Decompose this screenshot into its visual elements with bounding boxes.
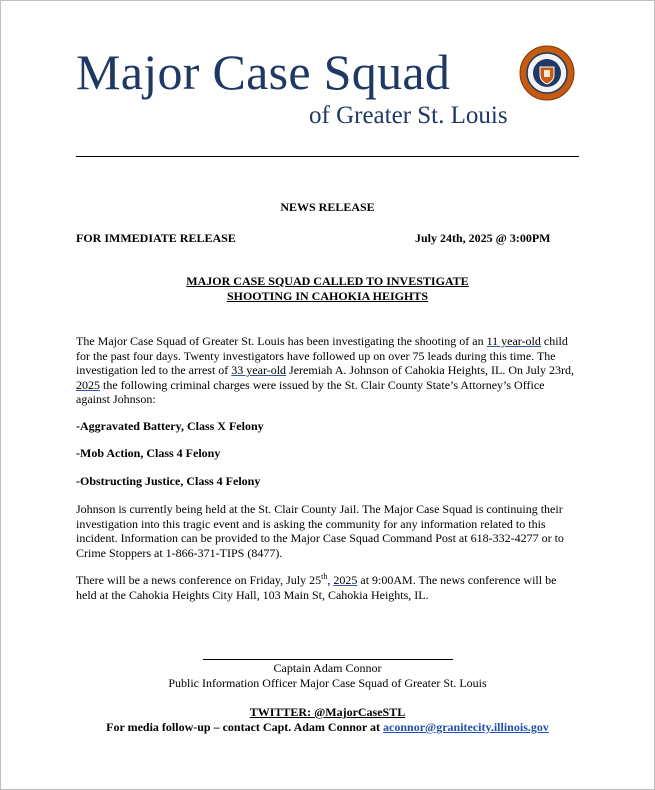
signature-line [203, 659, 453, 660]
charge-1: -Aggravated Battery, Class X Felony [76, 419, 264, 433]
para1-text-g: the following criminal charges were issued by the St. Clair County State’s Attorney’s Office against Johnson: [76, 377, 545, 406]
para1-age-victim: 11 year-old [486, 334, 541, 348]
charge-3: -Obstructing Justice, Class 4 Felony [76, 474, 261, 488]
para1-text-c: child for the past four days. Twenty investigators have followed up on over 75 leads during this time. The investigation led to the arrest of [76, 334, 568, 377]
para1-text-e: Jeremiah A. Johnson of Cahokia Heights, IL. On July 23rd, [286, 363, 575, 377]
release-date: July 24th, 2025 @ 3:00PM [415, 231, 551, 245]
immediate-release-label: FOR IMMEDIATE RELEASE [76, 231, 236, 245]
para3-text-a: There will be a news conference on Friday, July 25 [76, 573, 322, 587]
para1-year: 2025 [76, 377, 100, 392]
media-contact-text: For media follow-up – contact Capt. Adam Connor at [106, 720, 384, 734]
news-release-label: NEWS RELEASE [280, 200, 375, 214]
headline-line-1: MAJOR CASE SQUAD CALLED TO INVESTIGATE [186, 274, 469, 288]
twitter-handle: TWITTER: @MajorCaseSTL [249, 705, 406, 719]
para3-superscript: th [321, 572, 328, 581]
paragraph-3 [76, 573, 579, 602]
paragraph-1 [76, 334, 579, 407]
email-link[interactable]: aconnor@granitecity.illinois.gov [383, 720, 549, 734]
org-subtitle: of Greater St. Louis [309, 102, 508, 129]
para3-text-d: at 9:00AM. The news conference will be held at the Cahokia Heights City Hall, 103 Main St, Cahokia Heights, IL. [76, 573, 557, 602]
org-title: Major Case Squad [76, 44, 451, 100]
police-seal-icon [519, 45, 575, 101]
headline [76, 274, 579, 303]
para3-year: 2025 [333, 573, 358, 587]
header-divider [76, 156, 579, 157]
signature-name: Captain Adam Connor [273, 661, 382, 675]
paragraph-2: Johnson is currently being held at the St. Clair County Jail. The Major Case Squad is continuing their investigation into this tragic event and is asking the community for any information related to this incident. Information can be provided to the Major Case Squad Command Post at 618-332-4277 or to Crime Stoppers at 1-866-371-TIPS (8477). [76, 502, 564, 560]
para3-text-b: , [327, 573, 334, 587]
signature-role: Public Information Officer Major Case Squad of Greater St. Louis [168, 676, 487, 690]
para1-text-a: The Major Case Squad of Greater St. Louis has been investigating the shooting of an [76, 334, 487, 348]
headline-line-2: SHOOTING IN CAHOKIA HEIGHTS [226, 288, 429, 303]
charge-2: -Mob Action, Class 4 Felony [76, 446, 221, 460]
media-contact [0, 720, 655, 735]
para1-age-suspect: 33 year-old [231, 363, 287, 377]
